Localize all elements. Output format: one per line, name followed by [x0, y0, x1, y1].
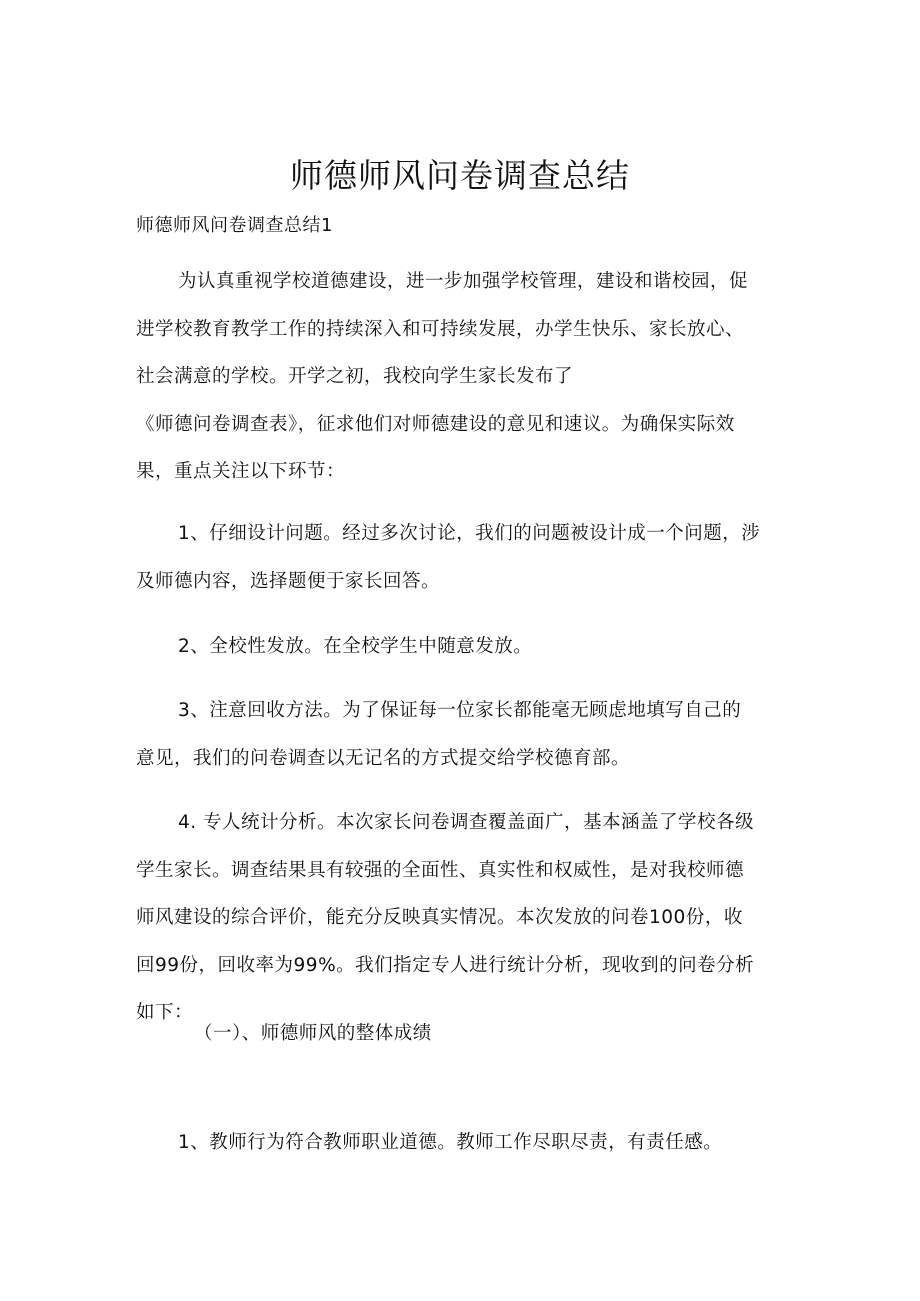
paragraph-line: 《师德问卷调查表》，征求他们对师德建设的意见和速议。为确保实际效: [136, 413, 735, 435]
paragraph-item-1: [136, 510, 796, 605]
paragraph-line: 师风建设的综合评价，能充分反映真实情况。本次发放的问卷100份，收: [136, 907, 743, 928]
paragraph-item-4: [136, 799, 796, 1037]
paragraph-item-3: [136, 687, 796, 782]
paragraph-line: 1、仔细设计问题。经过多次讨论，我们的问题被设计成一个问题，涉: [178, 523, 761, 544]
paragraph-line: 2、全校性发放。在全校学生中随意发放。: [178, 636, 533, 657]
section-heading: [136, 1010, 796, 1058]
paragraph-line: 社会满意的学校。开学之初，我校向学生家长发布了: [136, 366, 574, 387]
paragraph-line: 果，重点关注以下环节：: [136, 461, 346, 482]
paragraph-line: 回99份，回收率为99%。我们指定专人进行统计分析，现收到的问卷分析: [136, 954, 755, 976]
paragraph-line: 4. 专人统计分析。本次家长问卷调查覆盖面广，基本涵盖了学校各级: [178, 812, 755, 833]
paragraph-line: 意见，我们的问卷调查以无记名的方式提交给学校德育部。: [136, 747, 631, 769]
document-title: 师德师风问卷调查总结: [290, 156, 630, 195]
paragraph-line: 及师德内容，选择题便于家长回答。: [136, 570, 441, 592]
document-subtitle: 师德师风问卷调查总结1: [136, 215, 333, 236]
paragraph-item-2: [136, 623, 796, 671]
paragraph-line: 为认真重视学校道德建设，进一步加强学校管理，建设和谐校园，促: [178, 271, 749, 292]
paragraph-intro: [136, 258, 796, 496]
paragraph-line: 如下：: [136, 1002, 194, 1023]
section-heading-text: （一）、师德师风的整体成绩: [194, 1023, 432, 1044]
paragraph-line: 进学校教育教学工作的持续深入和可持续发展，办学生快乐、家长放心、: [136, 318, 745, 340]
paragraph-line: 3、注意回收方法。为了保证每一位家长都能毫无顾虑地填写自己的: [178, 700, 742, 721]
paragraph-line: 1、教师行为符合教师职业道德。教师工作尽职尽责，有责任感。: [178, 1132, 723, 1153]
paragraph-line: 学生家长。调查结果具有较强的全面性、真实性和权威性，是对我校师德: [136, 859, 745, 881]
paragraph-section-item-1: [136, 1119, 796, 1167]
